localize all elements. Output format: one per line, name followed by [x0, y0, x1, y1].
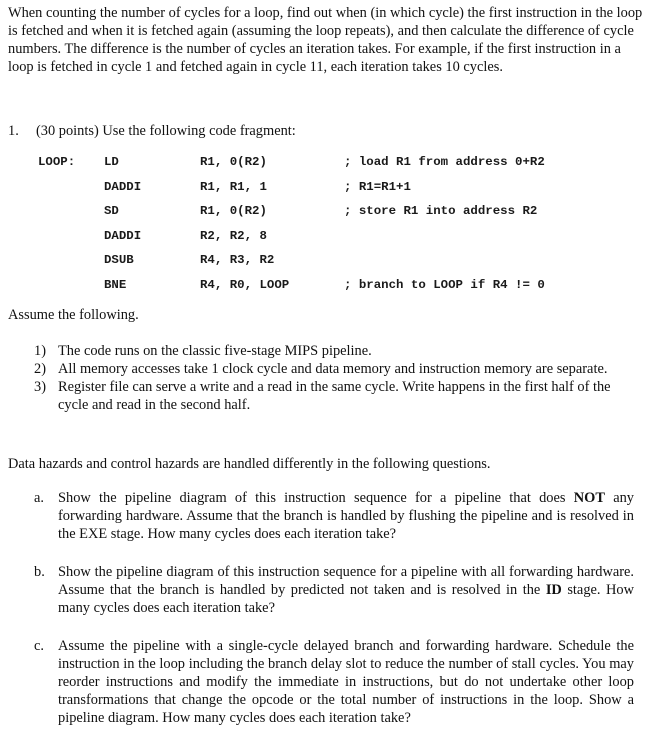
intro-paragraph: When counting the number of cycles for a loop, find out when (in which cycle) the first instruction in the loop is fetched and when it is fetched again (assuming the loop repeats), and then calculate the difference of cycle numbers. The difference is the number of cycles an iteration takes. For example, if the first instruction in a loop is fetched in cycle 1 and fetched again in cycle 11, each iteration takes 10 cycles. [8, 5, 643, 75]
code-opcode: BNE [104, 277, 127, 292]
list-item-text: The code runs on the classic five-stage MIPS pipeline. [58, 343, 372, 359]
code-opcode: DADDI [104, 179, 142, 194]
part-b-emphasis: ID [545, 582, 562, 598]
code-comment: ; store R1 into address R2 [344, 204, 538, 219]
code-line [38, 201, 638, 226]
code-comment: ; R1=R1+1 [344, 179, 411, 194]
code-line [38, 275, 638, 300]
list-item [34, 360, 634, 378]
code-opcode: SD [104, 204, 119, 219]
part-c-text: Assume the pipeline with a single-cycle delayed branch and forwarding hardware. Schedule the instruction in the loop including the branch delay slot to reduce the number of stall cycles. You may reorder instructions and modify the immediate in instructions, but do not undertake other loop transformations that change the opcode or the total number of instructions in the loop. Show a pipeline diagram. How many cycles does each iteration take? [58, 638, 634, 726]
code-operands: R1, 0(R2) [200, 204, 267, 219]
part-a-text-start: Show the pipeline diagram of this instruction sequence for a pipeline that does [58, 490, 574, 506]
part-a [34, 489, 634, 543]
code-label: LOOP: [38, 155, 76, 169]
part-marker: a. [34, 490, 44, 506]
code-comment: ; branch to LOOP if R4 != 0 [344, 277, 545, 292]
code-fragment [38, 152, 638, 300]
code-line [38, 177, 638, 202]
code-line [38, 250, 638, 275]
part-c-body [34, 637, 634, 727]
hazards-paragraph: Data hazards and control hazards are handled differently in the following questions. [8, 456, 491, 472]
code-opcode: DSUB [104, 253, 134, 268]
code-operands: R4, R3, R2 [200, 253, 275, 268]
question-number: 1. [8, 123, 19, 139]
list-item-text: All memory accesses take 1 clock cycle and data memory and instruction memory are separate. [58, 361, 608, 377]
list-item-text: Register file can serve a write and a read in the same cycle. Write happens in the first half of the cycle and read in the second half. [58, 379, 611, 413]
code-line [38, 226, 638, 251]
question-text: (30 points) Use the following code fragment: [36, 123, 296, 139]
part-b-text-end: stage. How many cycles does each iteration take? [58, 582, 634, 616]
code-operands: R4, R0, LOOP [200, 277, 290, 292]
part-a-text-end: any forwarding hardware. Assume that the branch is handled by flushing the pipeline and is resolved in the EXE stage. How many cycles does each iteration take? [58, 490, 634, 542]
list-marker: 2) [34, 361, 46, 377]
question-1-heading [8, 122, 648, 140]
code-operands: R1, 0(R2) [200, 155, 267, 169]
code-operands: R2, R2, 8 [200, 228, 267, 243]
part-a-body [34, 489, 634, 543]
part-marker: b. [34, 564, 45, 580]
code-line [38, 152, 638, 177]
part-c [34, 637, 634, 727]
code-opcode: DADDI [104, 228, 142, 243]
part-b-text-start: Show the pipeline diagram of this instruction sequence for a pipeline with all forwarding hardware. Assume that the branch is handled by predicted not taken and is resolved in the [58, 564, 634, 598]
list-marker: 3) [34, 379, 46, 395]
part-b [34, 563, 634, 617]
part-a-emphasis: NOT [573, 490, 605, 506]
code-opcode: LD [104, 155, 119, 169]
list-item [34, 378, 634, 414]
code-comment: ; load R1 from address 0+R2 [344, 155, 545, 169]
part-b-body [34, 563, 634, 617]
list-marker: 1) [34, 343, 46, 359]
assume-heading: Assume the following. [8, 307, 139, 323]
list-item [34, 342, 634, 360]
part-marker: c. [34, 638, 44, 654]
code-operands: R1, R1, 1 [200, 179, 267, 194]
assumption-list [34, 342, 634, 414]
